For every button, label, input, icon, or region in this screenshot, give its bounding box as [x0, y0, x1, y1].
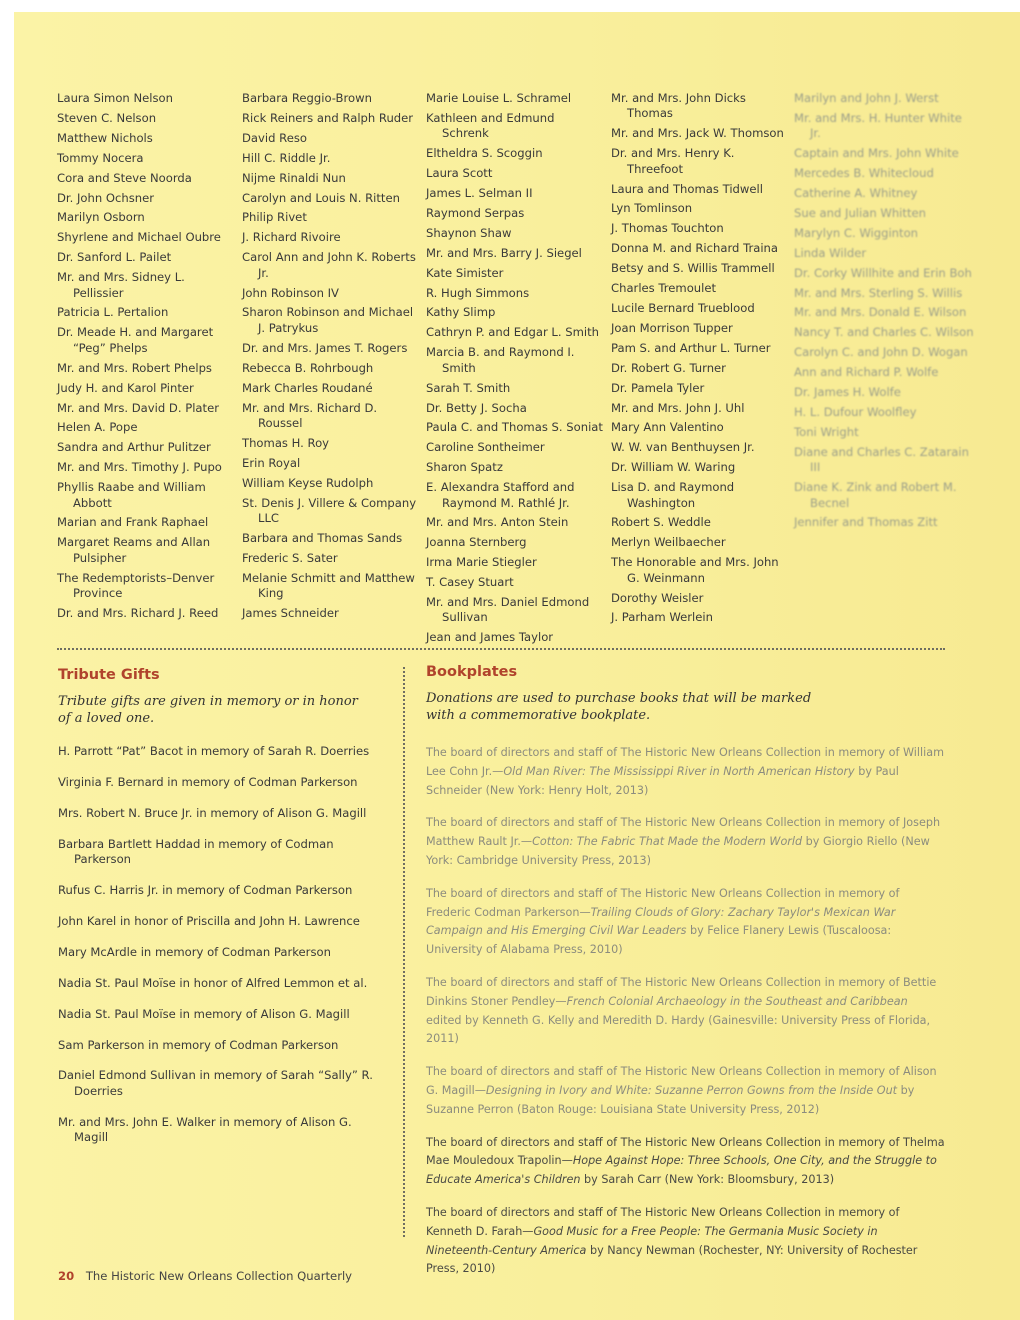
donor-column-2 [242, 91, 420, 626]
donor-name: Dr. Pamela Tyler [611, 380, 705, 395]
donor-name: Jennifer and Thomas Zitt [794, 515, 938, 530]
donor-name: J. Thomas Touchton [611, 221, 724, 236]
donor-name: Patricia L. Pertalion [57, 305, 169, 320]
bookplate-entry [426, 1063, 946, 1119]
donor-name: Sandra and Arthur Pulitzer [57, 440, 211, 455]
donor-name: Marcia B. and Raymond I. Smith [426, 345, 575, 375]
donor-name: Dr. Sanford L. Pailet [57, 250, 172, 265]
donor-name: Helen A. Pope [57, 420, 138, 435]
donor-name: Mary Ann Valentino [611, 420, 724, 435]
donor-name: Erin Royal [242, 455, 301, 470]
bookplate-citation: by Suzanne Perron (Baton Rouge: Louisiana State University Press, 2012) [426, 1083, 915, 1116]
donor-name: Barbara and Thomas Sands [242, 530, 403, 545]
donor-name: J. Richard Rivoire [242, 230, 341, 245]
donor-name: Dr. and Mrs. Richard J. Reed [57, 605, 219, 620]
tribute-gift-item: Rufus C. Harris Jr. in memory of Codman Parkerson [58, 883, 353, 898]
donor-name: Captain and Mrs. John White [794, 146, 959, 161]
bookplate-book-title: Old Man River: The Mississippi River in North American History [503, 764, 855, 778]
donor-name: John Robinson IV [242, 285, 339, 300]
donor-name: Mr. and Mrs. Richard D. Roussel [242, 400, 378, 430]
donor-name: Mr. and Mrs. Anton Stein [426, 515, 569, 530]
donor-name: E. Alexandra Stafford and Raymond M. Rathlé Jr. [426, 480, 575, 510]
donor-name: Melanie Schmitt and Matthew King [242, 570, 415, 601]
donor-name: Nancy T. and Charles C. Wilson [794, 325, 974, 340]
donor-name: Dr. Corky Willhite and Erin Boh [794, 265, 972, 280]
donor-name: Caroline Sontheimer [426, 440, 545, 455]
donor-name: David Reso [242, 130, 307, 145]
bookplate-book-title: Designing in Ivory and White: Suzanne Perron Gowns from the Inside Out [485, 1083, 898, 1097]
donor-name: The Honorable and Mrs. John G. Weinmann [611, 555, 779, 585]
donor-name: Dr. Meade H. and Margaret “Peg” Phelps [57, 325, 214, 355]
bookplate-dedication: The board of directors and staff of The Historic New Orleans Collection in memory of Alison G. Magill— [426, 1065, 937, 1097]
bookplate-book-title: Hope Against Hope: Three Schools, One City, and the Struggle to Educate America's Children [426, 1154, 937, 1187]
donor-name: J. Parham Werlein [611, 610, 713, 625]
donor-name: James L. Selman II [426, 186, 533, 201]
tribute-gifts-intro: Tribute gifts are given in memory or in honor of a loved one. [58, 694, 358, 726]
donor-column-1 [57, 91, 235, 626]
donor-name: Dr. and Mrs. Henry K. Threefoot [611, 146, 735, 176]
bookplate-entry [426, 814, 946, 870]
donor-name: William Keyse Rudolph [242, 475, 374, 490]
donor-name: Mr. and Mrs. John J. Uhl [611, 400, 745, 415]
donor-name: Mr. and Mrs. Jack W. Thomson [611, 126, 784, 141]
tribute-gift-item: H. Parrott “Pat” Bacot in memory of Sarah R. Doerries [58, 744, 370, 758]
donor-name: Marilyn and John J. Werst [794, 91, 939, 105]
bookplate-entry [426, 974, 946, 1049]
donor-name: Hill C. Riddle Jr. [242, 150, 331, 165]
donor-name: Sue and Julian Whitten [794, 205, 926, 220]
donor-name: Donna M. and Richard Traina [611, 241, 779, 256]
donor-name: Cora and Steve Noorda [57, 170, 192, 185]
column-divider [403, 667, 405, 1237]
bookplate-book-title: Trailing Clouds of Glory: Zachary Taylor's Mexican War Campaign and His Emerging Civil War Leaders [426, 905, 896, 938]
tribute-gift-item: Mary McArdle in memory of Codman Parkerson [58, 944, 331, 959]
page-number: 20 [58, 1269, 75, 1283]
tribute-gift-item: Mr. and Mrs. John E. Walker in memory of Alison G. Magill [58, 1114, 352, 1145]
bookplate-entry [426, 1134, 946, 1190]
donor-name: Carol Ann and John K. Roberts Jr. [242, 250, 416, 280]
donor-name: Marylyn C. Wigginton [794, 225, 919, 240]
bookplate-book-title: Good Music for a Free People: The Germania Music Society in Nineteenth-Century America [426, 1224, 878, 1257]
donor-name: Joanna Sternberg [426, 535, 527, 550]
donor-name: Laura and Thomas Tidwell [611, 181, 763, 196]
donor-name: Kate Simister [426, 265, 504, 280]
donor-name: Dr. James H. Wolfe [794, 385, 901, 400]
tribute-gifts-list [58, 744, 388, 1161]
bookplate-citation: by Sarah Carr (New York: Bloomsbury, 2013) [580, 1173, 835, 1187]
donor-name: Merlyn Weilbaecher [611, 535, 726, 550]
donor-column-5 [794, 91, 974, 535]
donor-name: Phyllis Raabe and William Abbott [57, 480, 206, 510]
donor-name: Carolyn and Louis N. Ritten [242, 190, 400, 205]
donor-name: Eltheldra S. Scoggin [426, 146, 543, 161]
donor-name: Irma Marie Stiegler [426, 555, 537, 570]
donor-name: Mr. and Mrs. Sterling S. Willis [794, 285, 963, 300]
donor-name: Raymond Serpas [426, 205, 525, 220]
tribute-gift-item: John Karel in honor of Priscilla and John H. Lawrence [58, 913, 360, 928]
page [14, 12, 1020, 1320]
donor-name: Lyn Tomlinson [611, 201, 693, 216]
donor-name: Marie Louise L. Schramel [426, 91, 572, 105]
bookplate-book-title: French Colonial Archaeology in the Southeast and Caribbean [566, 994, 908, 1008]
donor-name: Margaret Reams and Allan Pulsipher [57, 535, 211, 565]
donor-name: Philip Rivet [242, 210, 307, 225]
donor-name: Mr. and Mrs. Sidney L. Pellissier [57, 270, 185, 300]
bookplate-dedication: The board of directors and staff of The Historic New Orleans Collection in memory of Kenneth D. Farah— [426, 1205, 900, 1238]
bookplate-entry [426, 885, 946, 960]
donor-name: Mr. and Mrs. H. Hunter White Jr. [794, 110, 962, 141]
bookplate-dedication: The board of directors and staff of The Historic New Orleans Collection in memory of Bettie Dinkins Stoner Pendley— [426, 975, 937, 1008]
donor-name: Rick Reiners and Ralph Ruder [242, 110, 414, 125]
bookplate-book-title: Cotton: The Fabric That Made the Modern World [532, 835, 803, 849]
donor-name: Dr. and Mrs. James T. Rogers [242, 340, 408, 355]
donor-name: Mr. and Mrs. Robert Phelps [57, 360, 212, 375]
tribute-gift-item: Mrs. Robert N. Bruce Jr. in memory of Alison G. Magill [58, 805, 367, 820]
donor-name: Marilyn Osborn [57, 210, 145, 225]
donor-name: Dorothy Weisler [611, 590, 704, 605]
section-divider [57, 648, 945, 650]
donor-name: Judy H. and Karol Pinter [57, 380, 194, 395]
donor-name: Dr. William W. Waring [611, 460, 736, 475]
donor-name: Shyrlene and Michael Oubre [57, 230, 221, 245]
donor-name: Dr. Betty J. Socha [426, 400, 527, 415]
bookplate-entry [426, 744, 946, 800]
page-footer [58, 1269, 352, 1283]
bookplate-citation: by Giorgio Riello (New York: Cambridge University Press, 2013) [426, 835, 930, 867]
donor-name: Mr. and Mrs. Barry J. Siegel [426, 245, 582, 260]
donor-name: Robert S. Weddle [611, 515, 711, 530]
donor-name: Marian and Frank Raphael [57, 515, 209, 530]
donor-name: Diane K. Zink and Robert M. Becnel [794, 480, 957, 510]
donor-name: The Redemptorists–Denver Province [57, 570, 215, 601]
donor-name: Kathleen and Edmund Schrenk [426, 110, 555, 141]
donor-name: Laura Simon Nelson [57, 91, 173, 105]
donor-name: St. Denis J. Villere & Company LLC [242, 495, 417, 525]
tribute-gift-item: Barbara Bartlett Haddad in memory of Codman Parkerson [58, 836, 334, 867]
donor-column-4 [611, 91, 789, 630]
donor-name: Lisa D. and Raymond Washington [611, 480, 735, 510]
bookplate-citation: by Felice Flanery Lewis (Tuscaloosa: University of Alabama Press, 2010) [426, 924, 892, 957]
donor-name: Steven C. Nelson [57, 110, 157, 125]
bookplate-citation: by Paul Schneider (New York: Henry Holt, 2013) [426, 764, 899, 797]
donor-name: Carolyn C. and John D. Wogan [794, 345, 968, 360]
donor-name: Matthew Nichols [57, 130, 153, 145]
donor-name: Tommy Nocera [57, 150, 144, 165]
donor-name: Catherine A. Whitney [794, 186, 918, 201]
donor-name: Rebecca B. Rohrbough [242, 360, 374, 375]
bookplates-intro: Donations are used to purchase books that will be marked with a commemorative bookplate. [426, 691, 812, 723]
donor-name: T. Casey Stuart [426, 575, 514, 590]
donor-name: James Schneider [242, 605, 339, 620]
donor-column-3 [426, 91, 604, 650]
donor-name: R. Hugh Simmons [426, 285, 530, 300]
bookplate-dedication: The board of directors and staff of The Historic New Orleans Collection in memory of Joseph Matthew Rault Jr.— [426, 816, 941, 849]
donor-name: Dr. John Ochsner [57, 190, 155, 205]
donor-name: Toni Wright [794, 424, 859, 439]
donor-name: Linda Wilder [794, 245, 867, 260]
donor-name: Mr. and Mrs. Daniel Edmond Sullivan [426, 595, 590, 625]
donor-name: Cathryn P. and Edgar L. Smith [426, 325, 600, 340]
donor-name: Barbara Reggio-Brown [242, 91, 372, 105]
donor-name: Shaynon Shaw [426, 225, 512, 240]
bookplate-dedication: The board of directors and staff of The Historic New Orleans Collection in memory of Frederic Codman Parkerson— [426, 886, 900, 919]
donor-name: Frederic S. Sater [242, 550, 338, 565]
donor-name: Betsy and S. Willis Trammell [611, 261, 775, 276]
tribute-gift-item: Nadia St. Paul Moïse in honor of Alfred Lemmon et al. [58, 975, 368, 990]
donor-name: Mr. and Mrs. Timothy J. Pupo [57, 460, 222, 475]
bookplate-citation: edited by Kenneth G. Kelly and Meredith D. Hardy (Gainesville: University Press of Florida, 2011) [426, 1013, 931, 1046]
tribute-gift-item: Daniel Edmond Sullivan in memory of Sarah “Sally” R. Doerries [58, 1068, 373, 1098]
bookplate-dedication: The board of directors and staff of The Historic New Orleans Collection in memory of Thelma Mae Mouledoux Trapolin— [426, 1135, 945, 1168]
bookplate-citation: by Nancy Newman (Rochester, NY: University of Rochester Press, 2010) [426, 1243, 918, 1276]
donor-name: Pam S. and Arthur L. Turner [611, 340, 771, 355]
donor-name: Mr. and Mrs. John Dicks Thomas [611, 91, 746, 121]
donor-name: Sarah T. Smith [426, 380, 511, 395]
donor-name: Mercedes B. Whitecloud [794, 166, 934, 181]
bookplates-heading: Bookplates [426, 664, 518, 680]
donor-name: Jean and James Taylor [426, 630, 554, 645]
donor-name: H. L. Dufour Woolfley [794, 405, 917, 419]
bookplate-entry [426, 1204, 946, 1279]
bookplates-list [426, 744, 946, 1293]
donor-name: Mr. and Mrs. David D. Plater [57, 400, 219, 415]
tribute-gift-item: Virginia F. Bernard in memory of Codman Parkerson [58, 774, 358, 789]
donor-name: Paula C. and Thomas S. Soniat [426, 420, 603, 435]
donor-name: Diane and Charles C. Zatarain III [794, 444, 969, 475]
tribute-gift-item: Nadia St. Paul Moïse in memory of Alison G. Magill [58, 1006, 350, 1021]
donor-name: Mark Charles Roudané [242, 380, 373, 395]
donor-name: Nijme Rinaldi Nun [242, 170, 346, 185]
donor-name: Ann and Richard P. Wolfe [794, 365, 939, 380]
donor-name: W. W. van Benthuysen Jr. [611, 440, 755, 455]
donor-name: Mr. and Mrs. Donald E. Wilson [794, 305, 967, 320]
tribute-gift-item: Sam Parkerson in memory of Codman Parkerson [58, 1037, 339, 1052]
donor-name: Sharon Spatz [426, 460, 503, 475]
donor-name: Laura Scott [426, 166, 493, 181]
donor-name: Lucile Bernard Trueblood [611, 300, 755, 315]
donor-name: Charles Tremoulet [611, 281, 717, 296]
donor-name: Thomas H. Roy [242, 435, 330, 450]
tribute-gifts-heading: Tribute Gifts [58, 667, 160, 683]
donor-name: Dr. Robert G. Turner [611, 360, 726, 375]
publication-title: The Historic New Orleans Collection Quarterly [85, 1269, 353, 1283]
donor-name: Joan Morrison Tupper [611, 320, 733, 335]
donor-name: Sharon Robinson and Michael J. Patrykus [242, 305, 414, 335]
donor-name: Kathy Slimp [426, 305, 496, 320]
bookplate-dedication: The board of directors and staff of The Historic New Orleans Collection in memory of William Lee Cohn Jr.— [426, 746, 944, 778]
